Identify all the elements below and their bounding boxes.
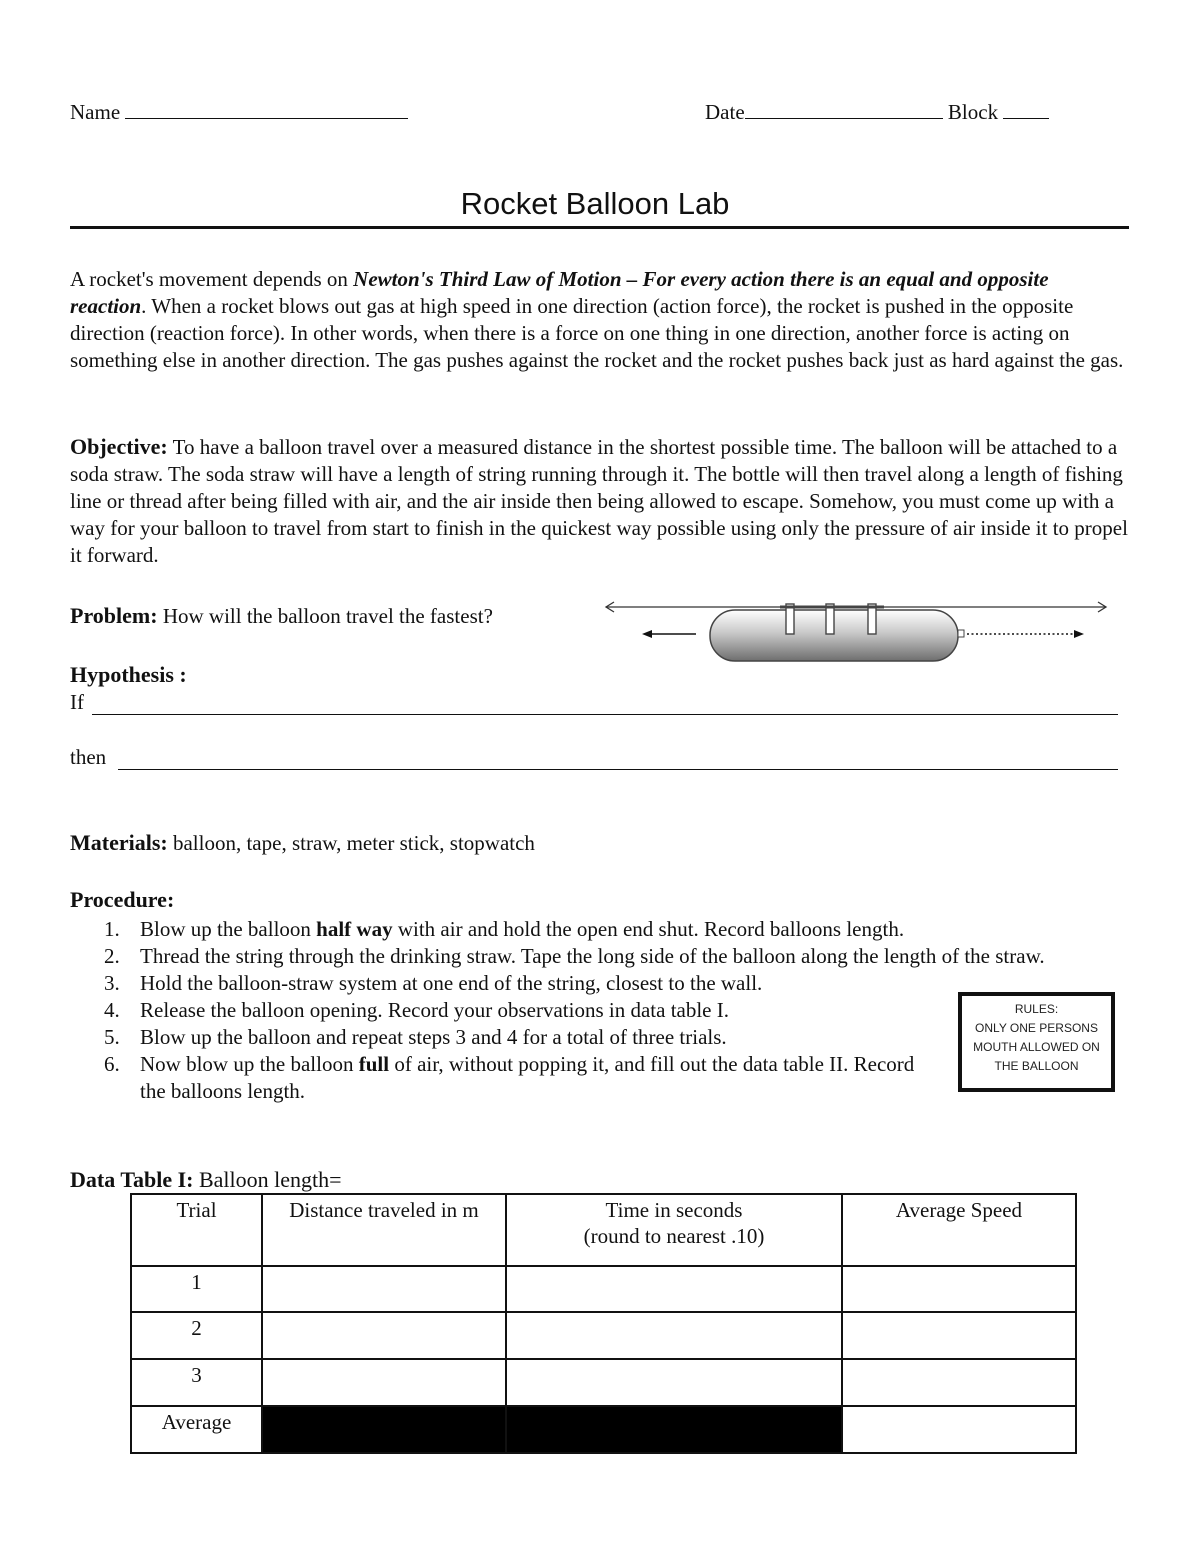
table-header-row — [131, 1194, 1076, 1266]
name-label: Name — [70, 100, 121, 124]
page-title: Rocket Balloon Lab — [460, 186, 730, 221]
trial-cell: 3 — [131, 1359, 262, 1406]
rules-line-2: ONLY ONE PERSONS — [975, 1021, 1098, 1035]
then-blank[interactable] — [118, 769, 1118, 770]
block-label: Block — [947, 100, 999, 124]
procedure-step: 2. Thread the string through the drinking straw. Tape the long side of the balloon along the length of the straw. — [104, 944, 1045, 968]
header-distance: Distance traveled in m — [262, 1194, 506, 1266]
header-time: Time in seconds (round to nearest .10) — [506, 1194, 842, 1266]
table-row — [131, 1359, 1076, 1406]
block-blank[interactable] — [1003, 100, 1049, 119]
procedure-step: 4. Release the balloon opening. Record your observations in data table I. — [104, 998, 729, 1022]
time-cell[interactable] — [506, 1266, 842, 1312]
speed-cell[interactable] — [842, 1359, 1076, 1406]
date-label: Date — [705, 100, 745, 124]
date-field[interactable] — [705, 100, 1049, 125]
materials-label: Materials: — [70, 830, 168, 855]
trial-cell: 1 — [131, 1266, 262, 1312]
header-average-speed: Average Speed — [842, 1194, 1076, 1266]
then-label: then — [70, 745, 107, 769]
name-field[interactable] — [70, 100, 408, 125]
date-blank[interactable] — [745, 100, 943, 119]
procedure-list — [70, 916, 1110, 1105]
problem-text: How will the balloon travel the fastest? — [157, 604, 493, 628]
rules-box — [958, 992, 1115, 1092]
name-blank[interactable] — [125, 100, 408, 119]
materials-text: balloon, tape, straw, meter stick, stopwatch — [167, 831, 535, 855]
data-table-1 — [130, 1193, 1077, 1454]
average-label-cell: Average — [131, 1406, 262, 1453]
hypothesis-label: Hypothesis : — [70, 662, 187, 687]
intro-paragraph — [70, 266, 1130, 374]
intro-law: Newton's Third Law of Motion – For every action there is an equal and opposite reaction — [70, 267, 1049, 318]
table-row — [131, 1312, 1076, 1359]
problem-label: Problem: — [70, 603, 158, 628]
reaction-arrow — [642, 630, 696, 638]
if-label: If — [70, 690, 84, 714]
procedure-step: 3. Hold the balloon-straw system at one end of the string, closest to the wall. — [104, 971, 763, 995]
materials-line — [70, 830, 535, 856]
procedure-step: 6. Now blow up the balloon full of air, without popping it, and fill out the data table II. Record the balloons length. — [104, 1052, 915, 1103]
balloon-diagram — [600, 596, 1120, 668]
if-blank[interactable] — [92, 714, 1118, 715]
title-rule — [70, 226, 1129, 229]
average-speed-cell[interactable] — [842, 1406, 1076, 1453]
distance-cell[interactable] — [262, 1359, 506, 1406]
problem-line — [70, 603, 493, 629]
rules-line-3: MOUTH ALLOWED ON — [973, 1040, 1100, 1054]
distance-cell[interactable] — [262, 1312, 506, 1359]
speed-cell[interactable] — [842, 1312, 1076, 1359]
header-trial: Trial — [131, 1194, 262, 1266]
time-cell[interactable] — [506, 1359, 842, 1406]
procedure-step: 5. Blow up the balloon and repeat steps 3 and 4 for a total of three trials. — [104, 1025, 727, 1049]
objective-paragraph — [70, 433, 1130, 569]
intro-lead: A rocket's movement depends on — [70, 267, 354, 291]
blacked-out-cell — [262, 1406, 506, 1453]
objective-text: To have a balloon travel over a measured distance in the shortest possible time. The balloon will be attached to a soda straw. The soda straw will have a length of string running through it. The bottle will then travel along a length of fishing line or thread after being filled with air, and the air inside then being allowed to escape. Somehow, you must come up with a way for your balloon to travel from start to finish in the quickest way possible using only the pressure of air inside it to propel it forward. — [70, 435, 1128, 567]
procedure-step: 1. Blow up the balloon half way with air and hold the open end shut. Record balloons length. — [104, 917, 905, 941]
rules-line-1: RULES: — [1014, 1002, 1059, 1016]
time-cell[interactable] — [506, 1312, 842, 1359]
intro-rest: . When a rocket blows out gas at high speed in one direction (action force), the rocket is pushed in the opposite direction (reaction force). In other words, when there is a force on one thing in one direction, another force is acting on something else in another direction. The gas pushes against the rocket and the rocket pushes back just as hard against the gas. — [70, 294, 1124, 372]
blacked-out-cell — [506, 1406, 842, 1453]
table-label-line — [70, 1167, 342, 1193]
procedure-label: Procedure: — [70, 887, 175, 912]
table-row — [131, 1266, 1076, 1312]
speed-cell[interactable] — [842, 1266, 1076, 1312]
table-label: Data Table I: — [70, 1167, 194, 1192]
table-caption: Balloon length= — [193, 1167, 342, 1192]
rules-line-4: THE BALLOON — [994, 1059, 1079, 1073]
trial-cell: 2 — [131, 1312, 262, 1359]
distance-cell[interactable] — [262, 1266, 506, 1312]
exhaust-arrow — [967, 630, 1084, 638]
table-average-row — [131, 1406, 1076, 1453]
balloon-nozzle — [958, 630, 964, 637]
objective-label: Objective: — [70, 434, 168, 459]
